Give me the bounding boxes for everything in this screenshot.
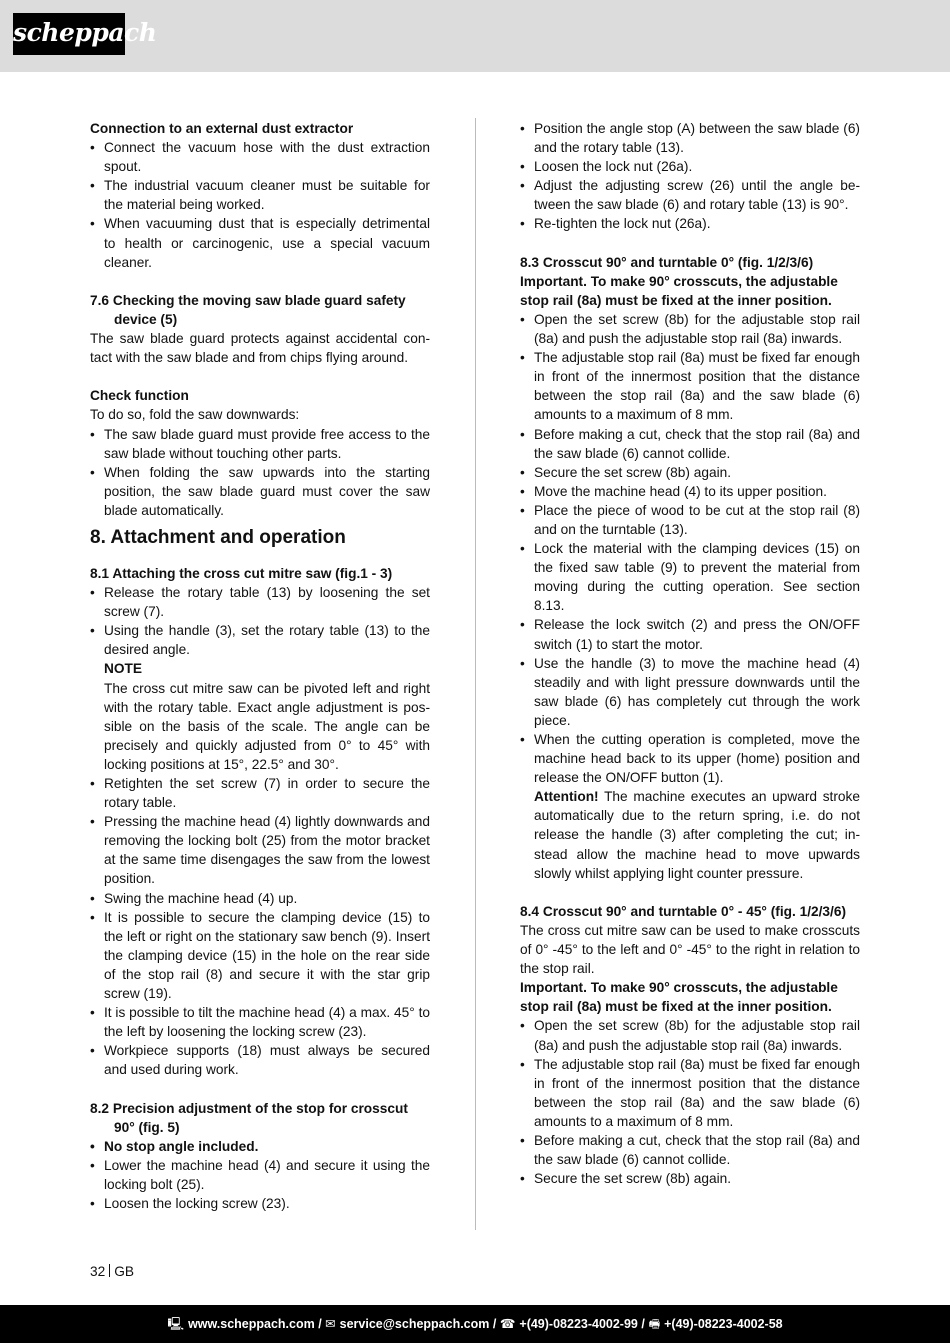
list-item: • Position the angle stop (A) between the saw blade (6) and the rotary table (13). xyxy=(520,119,860,157)
list-item: • Place the piece of wood to be cut at the stop rail (8) and on the turntable (13). xyxy=(520,501,860,539)
list-item: • The adjustable stop rail (8a) must be fixed far enough in front of the innermost position that the distance between the stop rail (8a) and the saw blade (6) amounts to a maximum of 8 mm. xyxy=(520,348,860,424)
list-item: • Loosen the lock nut (26a). xyxy=(520,157,860,176)
check-function-heading: Check function xyxy=(90,388,189,404)
page-footer: 🖳 www.scheppach.com / ✉ service@scheppach.com / ☎ +(49)-08223-4002-99 / 🖷 +(49)-08223-4002-58 xyxy=(0,1305,950,1343)
list-item: • Lock the material with the clamping devices (15) on the fixed saw table (9) to prevent the material from moving during the cutting operation. See section 8.13. xyxy=(520,539,860,615)
footer-fax: +(49)-08223-4002-58 xyxy=(664,1317,783,1331)
list-item: • Workpiece supports (18) must always be secured and used during work. xyxy=(90,1041,430,1079)
list-item: • Secure the set screw (8b) again. xyxy=(520,463,860,482)
list-item: • Open the set screw (8b) for the adjustable stop rail (8a) and push the adjustable stop rail (8a) inwards. xyxy=(520,1016,860,1054)
column-divider xyxy=(475,118,476,1230)
list-item: • Release the rotary table (13) by loosening the set screw (7). xyxy=(90,583,430,621)
note-text: The cross cut mitre saw can be pivoted left and right with the rotary table. Exact angle adjustment is possible on the basis of the scale. The angle can be precisely and quickly adjusted from 0° to 45° with locking positions at 15°, 22.5° and 30°. xyxy=(104,680,430,772)
list-item: • Retighten the set screw (7) in order to secure the rotary table. xyxy=(90,774,430,812)
section-8-3-heading: 8.3 Crosscut 90° and turntable 0° (fig. 1/2/3/6) xyxy=(520,254,814,270)
list-item: • Before making a cut, check that the stop rail (8a) and the saw blade (6) cannot collide. xyxy=(520,425,860,463)
footer-website[interactable]: www.scheppach.com xyxy=(188,1317,315,1331)
list-item: • Secure the set screw (8b) again. xyxy=(520,1169,860,1188)
page-language: GB xyxy=(114,1264,135,1279)
list-item: • Move the machine head (4) to its upper position. xyxy=(520,482,860,501)
dust-extractor-heading: Connection to an external dust extractor xyxy=(90,121,354,136)
list-item: • When vacuuming dust that is especially detrimental to health or carcinogenic, use a special vacuum cleaner. xyxy=(90,214,430,271)
list-item: • Adjust the adjusting screw (26) until the angle between the saw blade (6) and rotary table (13) is 90°. xyxy=(520,176,860,214)
list-item: • No stop angle included. xyxy=(90,1137,430,1156)
section-8-2-heading: 8.2 Precision adjustment of the stop for crosscut 90° (fig. 5) xyxy=(90,1100,408,1135)
right-column xyxy=(520,119,860,1188)
list-item: • Connect the vacuum hose with the dust extraction spout. xyxy=(90,138,430,176)
list-item: • Loosen the locking screw (23). xyxy=(90,1194,430,1213)
list-item: • Open the set screw (8b) for the adjustable stop rail (8a) and push the adjustable stop rail (8a) inwards. xyxy=(520,310,860,348)
list-item: • Lower the machine head (4) and secure it using the locking bolt (25). xyxy=(90,1156,430,1194)
attention-paragraph xyxy=(520,787,860,882)
footer-phone: +(49)-08223-4002-99 xyxy=(519,1317,638,1331)
brand-logo: scheppach xyxy=(13,13,125,55)
page-number-value: 32 xyxy=(90,1264,106,1279)
list-item: • It is possible to tilt the machine head (4) a max. 45° to the left by loosening the locking screw (23). xyxy=(90,1003,430,1041)
list-item: • It is possible to secure the clamping device (15) to the left or right on the stationary saw bench (9). Insert the clamping device (15) in the hole on the rear side of the stop rail (8) and secure it with the star grip screw (19). xyxy=(90,908,430,1003)
section-8-heading: 8. Attachment and operation xyxy=(90,526,346,548)
attention-text: The machine executes an upward stroke automatically due to the return spring, i.e. do not release the handle (3) after completing the cut; instead allow the machine head to move upwards slowly whilst applying light counter pressure. xyxy=(534,789,860,881)
page-number-separator xyxy=(109,1264,110,1277)
fax-icon: 🖷 xyxy=(648,1317,661,1331)
mail-icon: ✉ xyxy=(325,1317,336,1331)
list-item: • Use the handle (3) to move the machine head (4) steadily and with light pressure downwards until the saw blade (6) has completely cut through the work piece. xyxy=(520,654,860,730)
check-function-intro: To do so, fold the saw downwards: xyxy=(90,407,300,423)
list-item: • When folding the saw upwards into the starting position, the saw blade guard must cover the saw blade automatically. xyxy=(90,463,430,520)
section-7-6-heading: 7.6 Checking the moving saw blade guard safety device (5) xyxy=(90,292,406,327)
list-item: • Before making a cut, check that the stop rail (8a) and the saw blade (6) cannot collide. xyxy=(520,1131,860,1169)
attention-label: Attention! xyxy=(534,789,599,805)
left-column xyxy=(90,119,430,1213)
list-item: • The adjustable stop rail (8a) must be fixed far enough in front of the innermost position that the distance between the stop rail (8a) and the saw blade (6) amounts to a maximum of 8 mm. xyxy=(520,1055,860,1131)
phone-icon: ☎ xyxy=(499,1317,516,1331)
section-8-3-important: Important. To make 90° crosscuts, the adjustable stop rail (8a) must be fixed at the inner position. xyxy=(520,273,838,308)
section-8-1-heading: 8.1 Attaching the cross cut mitre saw (fig.1 - 3) xyxy=(90,565,393,581)
section-8-4-heading: 8.4 Crosscut 90° and turntable 0° - 45° (fig. 1/2/3/6) xyxy=(520,903,847,919)
computer-icon: 🖳 xyxy=(167,1317,185,1331)
section-8-4-text: The cross cut mitre saw can be used to make crosscuts of 0° -45° to the left and 0° -45° to the right in relation to the stop rail. xyxy=(520,922,860,977)
list-item: • The industrial vacuum cleaner must be suitable for the material being worked. xyxy=(90,176,430,214)
list-item: • The saw blade guard must provide free access to the saw blade without touching other parts. xyxy=(90,425,430,463)
list-item: • Pressing the machine head (4) lightly downwards and removing the locking bolt (25) from the motor bracket at the same time disengages the saw from the lowest position. xyxy=(90,812,430,888)
page-header xyxy=(0,0,950,72)
list-item: • Swing the machine head (4) up. xyxy=(90,889,430,908)
section-7-6-text: The saw blade guard protects against accidental contact with the saw blade and from chips flying around. xyxy=(90,331,430,366)
footer-email[interactable]: service@scheppach.com xyxy=(339,1317,490,1331)
page-number xyxy=(90,1264,134,1279)
list-item: • Release the lock switch (2) and press the ON/OFF switch (1) to start the motor. xyxy=(520,615,860,653)
list-item: • Re-tighten the lock nut (26a). xyxy=(520,214,860,233)
list-item: • When the cutting operation is completed, move the machine head back to its upper (home) position and release the ON/OFF button (1). xyxy=(520,730,860,787)
section-8-4-important: Important. To make 90° crosscuts, the adjustable stop rail (8a) must be fixed at the inner position. xyxy=(520,980,838,1015)
list-item: • Using the handle (3), set the rotary table (13) to the desired angle. xyxy=(90,621,430,659)
note-label: NOTE xyxy=(104,661,143,677)
